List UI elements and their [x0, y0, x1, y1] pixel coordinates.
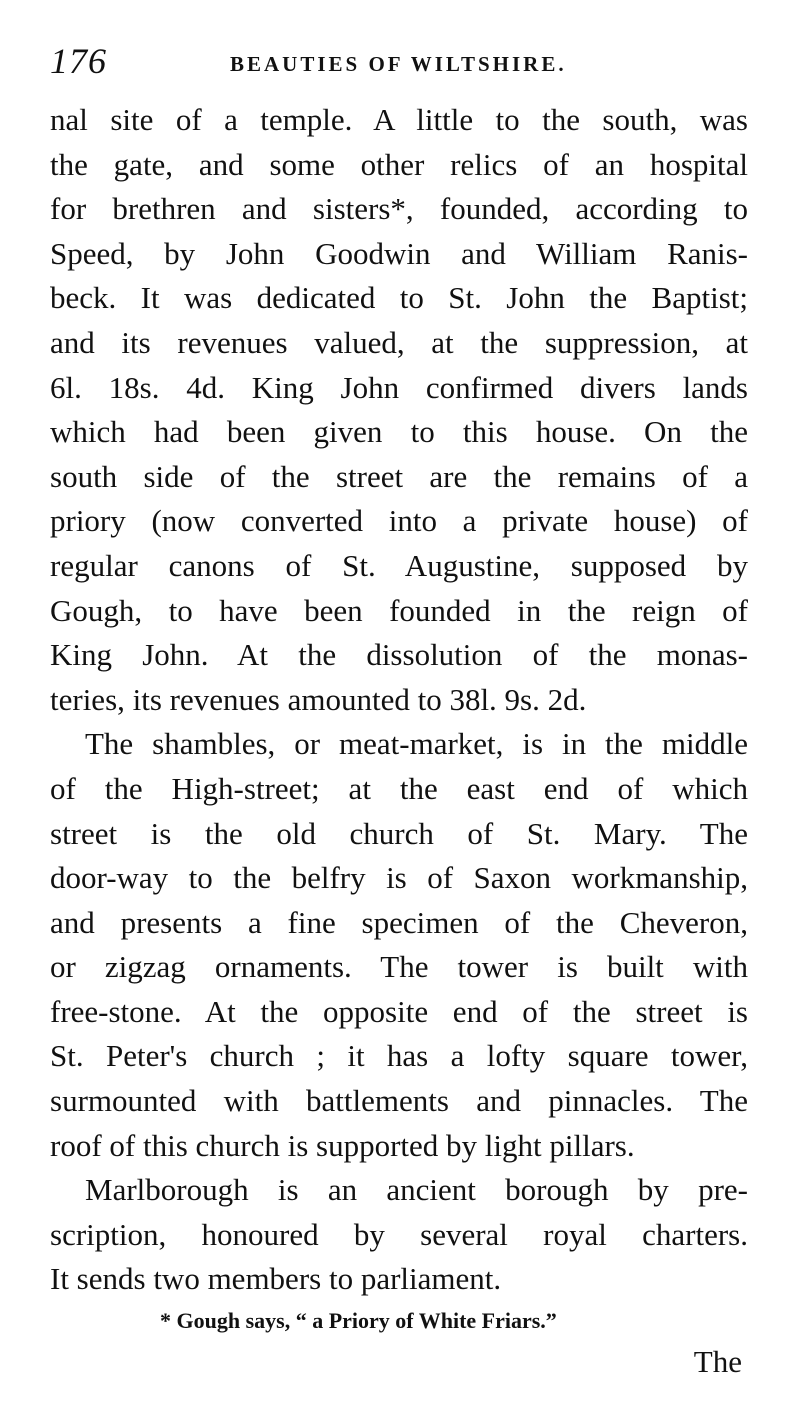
text-line: Gough, to have been founded in the reign of [50, 592, 748, 628]
text-line: Speed, by John Goodwin and William Ranis- [50, 235, 748, 271]
text-line: regular canons of St. Augustine, supposed by [50, 547, 748, 583]
footnote: * Gough says, “ a Priory of White Friars.” [160, 1308, 557, 1333]
text-line: and presents a fine specimen of the Cheveron, [50, 904, 748, 940]
text-line: surmounted with battlements and pinnacles. The [50, 1083, 748, 1119]
text-line: the gate, and some other relics of an hospital [50, 146, 748, 182]
text-line: which had been given to this house. On the [50, 414, 748, 450]
text-line: and its revenues valued, at the suppression, at [50, 324, 748, 360]
text-line: nal site of a temple. A little to the south, was [50, 102, 748, 137]
paragraph-start-line: Marlborough is an ancient borough by pre- [85, 1172, 748, 1208]
text-line: King John. At the dissolution of the monas- [50, 637, 748, 673]
text-line: teries, its revenues amounted to 38l. 9s. 2d. [50, 681, 587, 717]
paragraph-start-line: The shambles, or meat-market, is in the middle [85, 726, 748, 762]
text-line: 6l. 18s. 4d. King John confirmed divers lands [50, 369, 748, 405]
running-head: BEAUTIES OF WILTSHIRE. [230, 52, 567, 76]
text-line: priory (now converted into a private house) of [50, 503, 748, 539]
text-line: roof of this church is supported by light pillars. [50, 1127, 635, 1163]
catchword: The [693, 1344, 742, 1379]
body-text [50, 98, 748, 1302]
text-line: or zigzag ornaments. The tower is built with [50, 949, 748, 985]
text-line: free-stone. At the opposite end of the street is [50, 993, 748, 1029]
text-line: of the High-street; at the east end of which [50, 770, 748, 806]
page-header [50, 40, 750, 90]
text-line: St. Peter's church ; it has a lofty square tower, [50, 1038, 748, 1074]
page-number: 176 [50, 41, 107, 81]
text-line: door-way to the belfry is of Saxon workmanship, [50, 860, 748, 896]
text-line: beck. It was dedicated to St. John the Baptist; [50, 280, 748, 316]
text-line: for brethren and sisters*, founded, according to [50, 191, 748, 227]
text-line: scription, honoured by several royal charters. [50, 1216, 748, 1252]
text-line: street is the old church of St. Mary. The [50, 815, 748, 851]
text-line: It sends two members to parliament. [50, 1261, 502, 1297]
text-line: south side of the street are the remains of a [50, 458, 748, 494]
